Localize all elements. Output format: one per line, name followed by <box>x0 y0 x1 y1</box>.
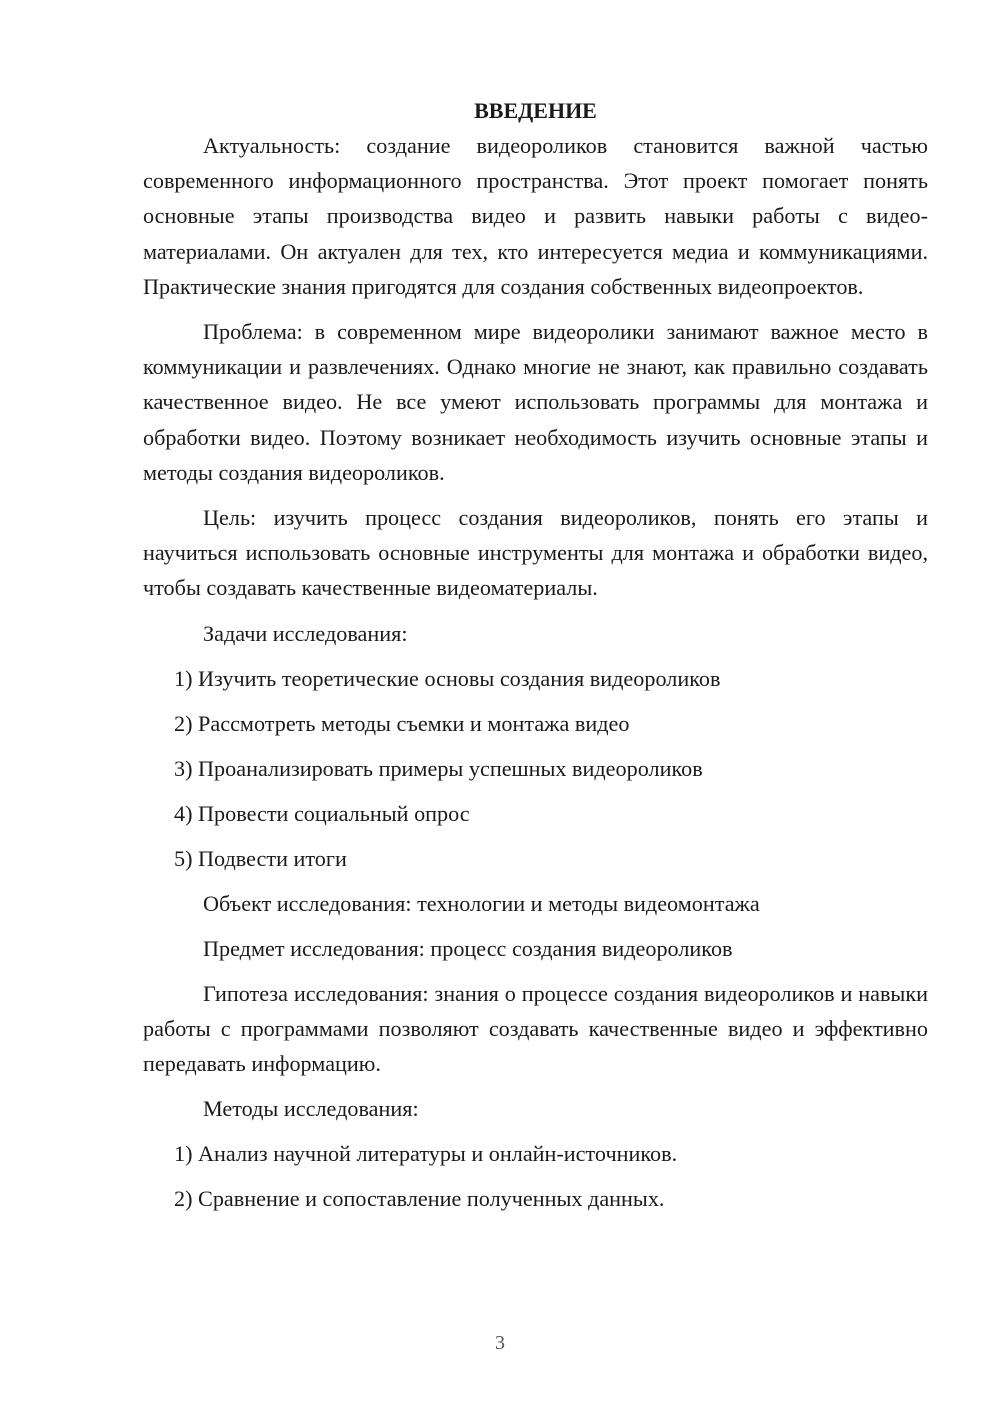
list-item: 2) Рассмотреть методы съемки и монтажа видео <box>174 710 630 736</box>
relevance-paragraph: Актуальность: создание видеороликов становится важной частью современного информационного пространства. Этот проект помогает понять основные этапы производства видео и развить навыки работы с видео-материалами. Он актуален для тех, кто интересуется медиа и коммуникациями. Практические знания пригодятся для создания собственных видеопроектов. <box>143 133 928 299</box>
list-item: 2) Сравнение и сопоставление полученных данных. <box>174 1186 665 1212</box>
page-title: ВВЕДЕНИЕ <box>474 98 597 123</box>
list-item: 5) Подвести итоги <box>174 845 347 871</box>
document-page <box>143 93 928 1216</box>
object-line: Объект исследования: технологии и методы видеомонтажа <box>203 890 760 916</box>
problem-paragraph: Проблема: в современном мире видеоролики занимают важное место в коммуникации и развлечениях. Однако многие не знают, как правильно создавать качественное видео. Не все умеют использовать программы для монтажа и обработки видео. Поэтому возникает необходимость изучить основные этапы и методы создания видеороликов. <box>143 319 928 485</box>
subject-line: Предмет исследования: процесс создания видеороликов <box>203 935 733 961</box>
goal-paragraph: Цель: изучить процесс создания видеороликов, понять его этапы и научиться использовать основные инструменты для монтажа и обработки видео, чтобы создавать качественные видеоматериалы. <box>143 505 928 601</box>
methods-title: Методы исследования: <box>203 1096 419 1122</box>
list-item: 3) Проанализировать примеры успешных видеороликов <box>174 755 703 781</box>
page-number: 3 <box>495 1332 505 1354</box>
hypothesis-paragraph: Гипотеза исследования: знания о процессе создания видеороликов и навыки работы с программами позволяют создавать качественные видео и эффективно передавать информацию. <box>143 980 928 1077</box>
list-item: 1) Изучить теоретические основы создания видеороликов <box>174 665 721 691</box>
list-item: 1) Анализ научной литературы и онлайн-источников. <box>174 1141 678 1167</box>
list-item: 4) Провести социальный опрос <box>174 800 470 826</box>
tasks-title: Задачи исследования: <box>203 620 408 646</box>
